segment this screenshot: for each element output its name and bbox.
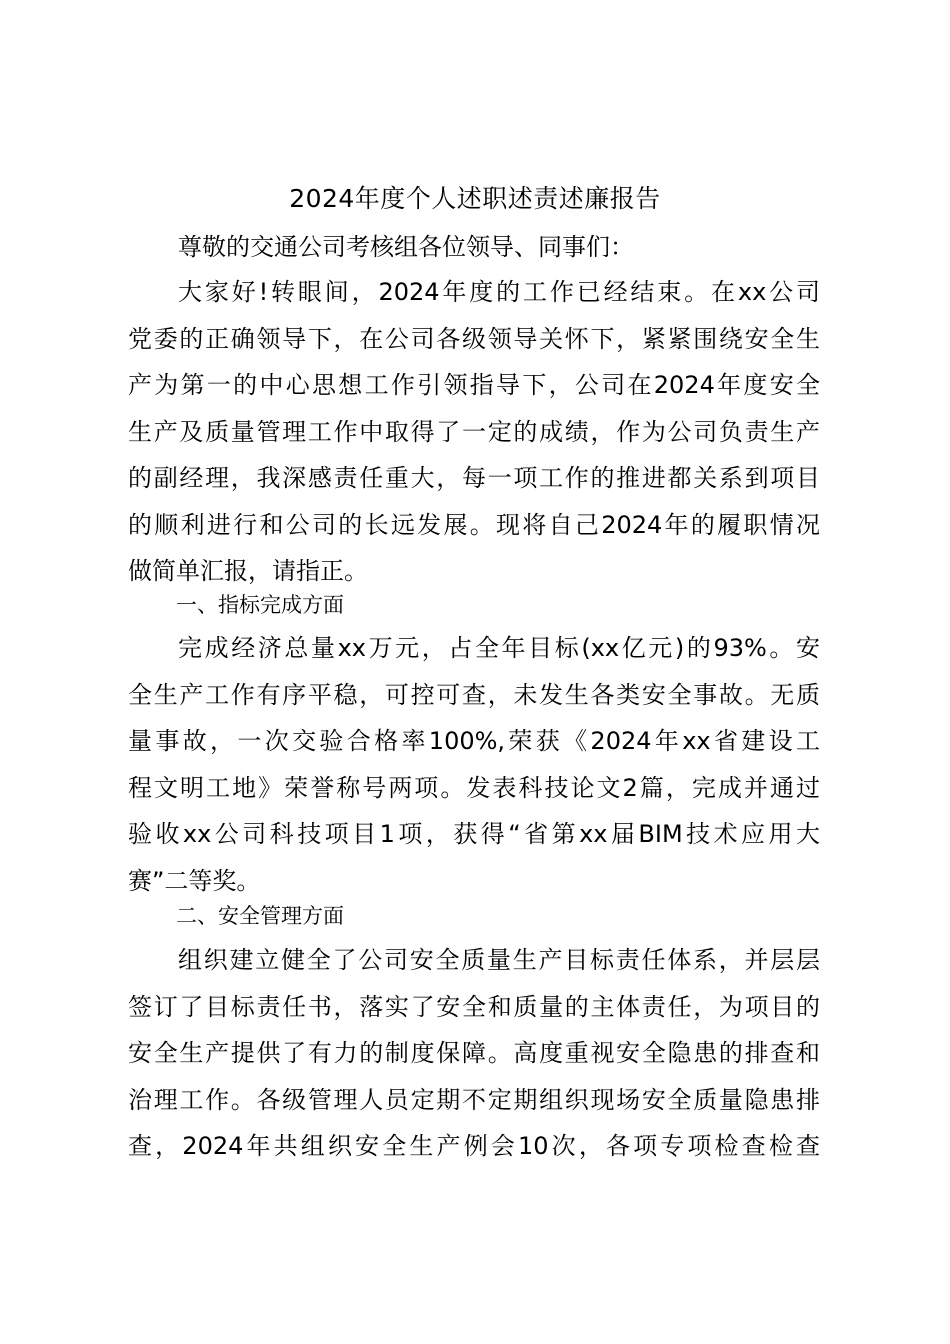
paragraph-line: 党委的正确领导下，在公司各级领导关怀下，紧紧围绕安全生 bbox=[128, 324, 820, 353]
paragraph-line: 验收xx公司科技项目1项，获得“省第xx届BIM技术应用大 bbox=[128, 820, 820, 848]
paragraph-line: 组织建立健全了公司安全质量生产目标责任体系，并层层 bbox=[178, 946, 820, 974]
section-heading-safety: 二、安全管理方面 bbox=[176, 904, 344, 928]
paragraph-line: 治理工作。各级管理人员定期不定期组织现场安全质量隐患排 bbox=[128, 1085, 820, 1114]
paragraph-intro bbox=[128, 269, 820, 595]
document-title: 2024年度个人述职述责述廉报告 bbox=[289, 184, 661, 213]
paragraph-line: 大家好!转眼间，2024年度的工作已经结束。在xx公司 bbox=[178, 278, 820, 306]
paragraph-line: 全生产工作有序平稳，可控可查，未发生各类安全事故。无质 bbox=[128, 680, 820, 709]
paragraph-safety bbox=[128, 937, 820, 1170]
paragraph-line: 签订了目标责任书，落实了安全和质量的主体责任，为项目的 bbox=[128, 992, 820, 1021]
paragraph-line: 查，2024年共组织安全生产例会10次，各项专项检查检查 bbox=[128, 1132, 820, 1160]
paragraph-line: 安全生产提供了有力的制度保障。高度重视安全隐患的排查和 bbox=[128, 1039, 820, 1067]
paragraph-line: 生产及质量管理工作中取得了一定的成绩，作为公司负责生产 bbox=[128, 417, 820, 446]
paragraph-indicators bbox=[128, 625, 820, 904]
paragraph-line: 完成经济总量xx万元，占全年目标(xx亿元)的93%。安 bbox=[178, 634, 820, 662]
paragraph-line: 的副经理，我深感责任重大，每一项工作的推进都关系到项目 bbox=[128, 464, 820, 492]
section-heading-indicators: 一、指标完成方面 bbox=[176, 593, 344, 617]
paragraph-line: 赛”二等奖。 bbox=[128, 866, 261, 895]
greeting: 尊敬的交通公司考核组各位领导、同事们： bbox=[178, 233, 634, 261]
paragraph-line: 的顺利进行和公司的长远发展。现将自己2024年的履职情况 bbox=[128, 510, 820, 539]
paragraph-line: 做简单汇报，请指正。 bbox=[128, 557, 368, 585]
paragraph-line: 产为第一的中心思想工作引领指导下，公司在2024年度安全 bbox=[128, 371, 820, 399]
paragraph-line: 程文明工地》荣誉称号两项。发表科技论文2篇，完成并通过 bbox=[128, 773, 820, 802]
paragraph-line: 量事故，一次交验合格率100%,荣获《2024年xx省建设工 bbox=[128, 727, 820, 755]
